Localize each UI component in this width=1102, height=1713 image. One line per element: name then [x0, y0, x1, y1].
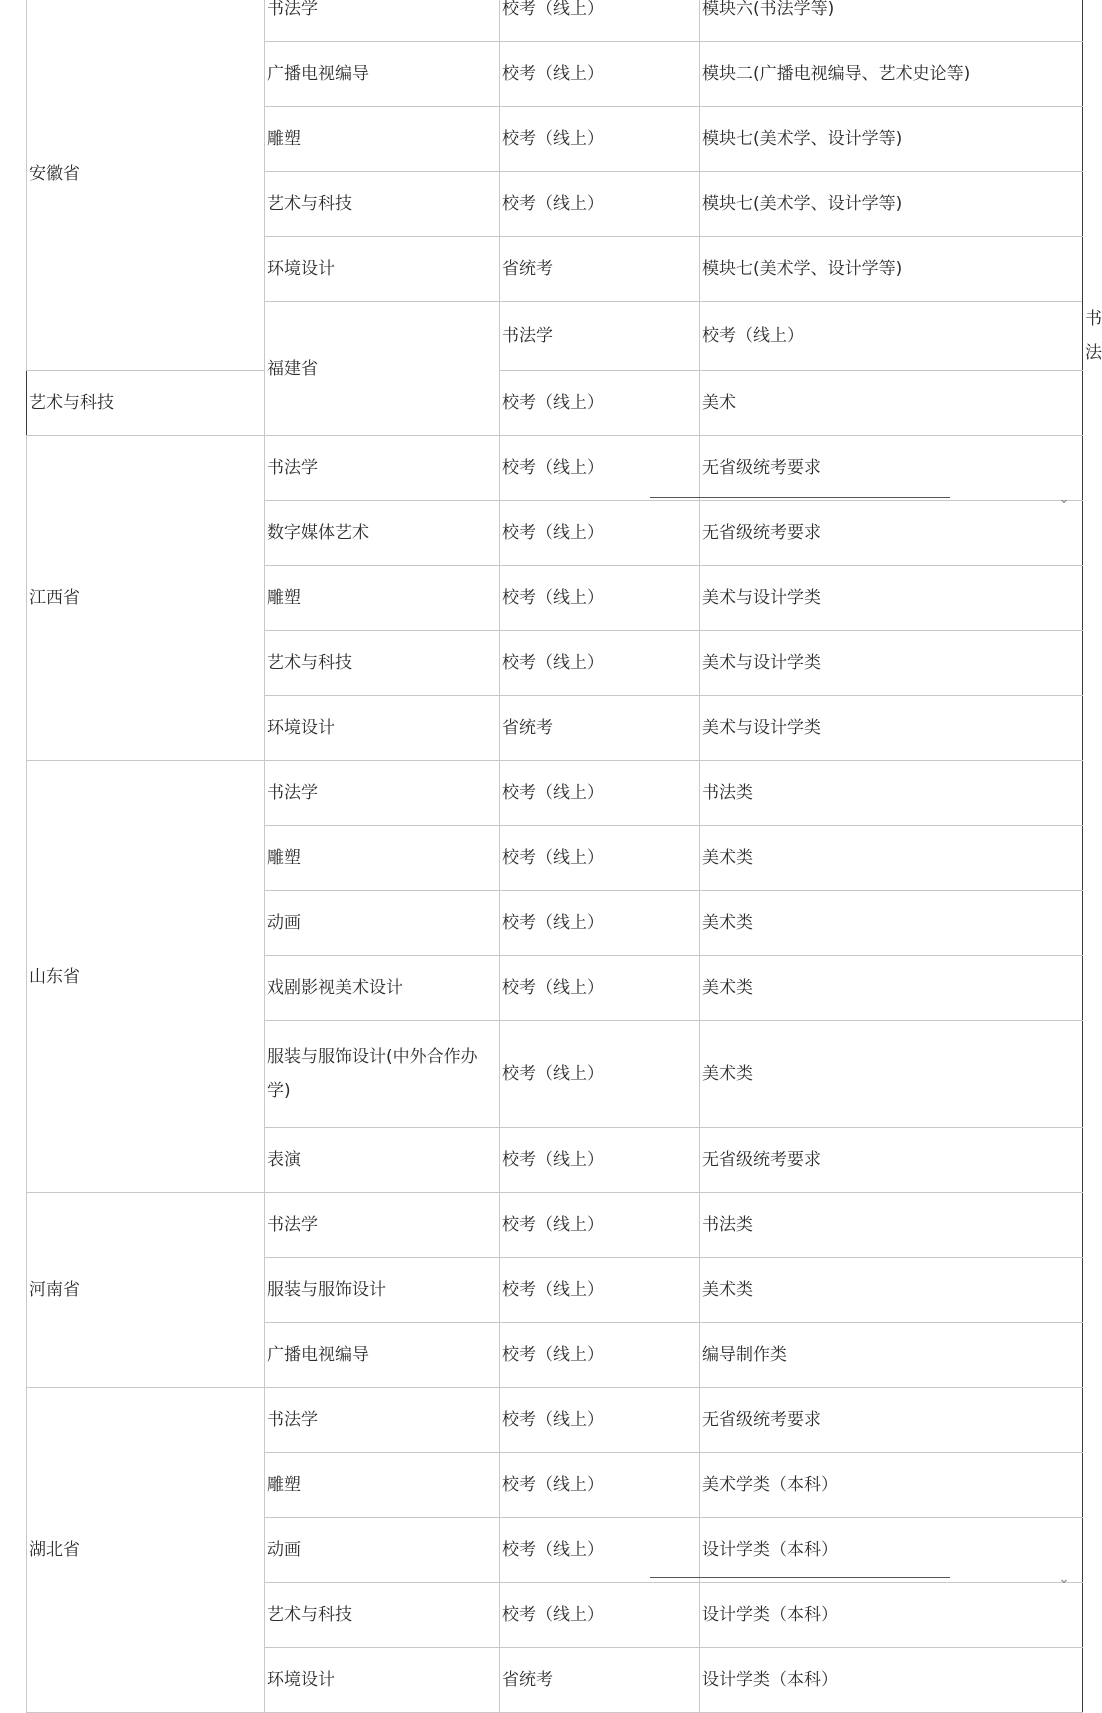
exam-type-cell: 校考（线上）	[500, 1021, 700, 1128]
major-cell: 雕塑	[265, 107, 500, 172]
major-cell: 动画	[265, 1518, 500, 1583]
major-cell: 艺术与科技	[27, 371, 265, 436]
exam-type-cell: 校考（线上）	[500, 761, 700, 826]
table-row: 福建省 书法学 校考（线上） 书法	[27, 302, 1083, 371]
requirement-cell: 美术与设计学类	[700, 631, 1083, 696]
exam-type-cell: 校考（线上）	[500, 1258, 700, 1323]
major-cell: 环境设计	[265, 1648, 500, 1713]
exam-type-cell: 校考（线上）	[500, 631, 700, 696]
requirement-cell: 美术类	[700, 1258, 1083, 1323]
requirement-cell: 美术与设计学类	[700, 566, 1083, 631]
requirement-cell: 模块七(美术学、设计学等)	[700, 107, 1083, 172]
exam-type-cell: 校考（线上）	[500, 0, 700, 42]
major-cell: 动画	[265, 891, 500, 956]
major-cell: 环境设计	[265, 696, 500, 761]
major-cell: 服装与服饰设计	[265, 1258, 500, 1323]
exam-type-cell: 校考（线上）	[500, 1193, 700, 1258]
major-cell: 书法学	[265, 436, 500, 501]
exam-type-cell: 校考（线上）	[500, 42, 700, 107]
exam-type-cell: 校考（线上）	[500, 436, 700, 501]
table-row	[27, 761, 1083, 826]
scroll-indicator-line	[650, 497, 950, 498]
exam-type-cell: 校考（线上）	[500, 826, 700, 891]
exam-type-cell: 校考（线上）	[500, 956, 700, 1021]
table-row	[27, 0, 1083, 42]
major-cell: 戏剧影视美术设计	[265, 956, 500, 1021]
requirement-cell: 设计学类（本科）	[700, 1648, 1083, 1713]
major-cell: 服装与服饰设计(中外合作办学)	[265, 1021, 500, 1128]
requirement-cell: 设计学类（本科）	[700, 1518, 1083, 1583]
requirement-cell: 模块二(广播电视编导、艺术史论等)	[700, 42, 1083, 107]
requirement-cell: 美术与设计学类	[700, 696, 1083, 761]
requirement-cell: 书法类	[700, 1193, 1083, 1258]
province-cell: 江西省	[27, 436, 265, 761]
major-cell: 书法学	[265, 1388, 500, 1453]
requirement-cell: 美术学类（本科）	[700, 1453, 1083, 1518]
exam-type-cell: 校考（线上）	[500, 371, 700, 436]
exam-type-cell: 校考（线上）	[500, 566, 700, 631]
chevron-down-icon[interactable]: ⌄	[1058, 491, 1070, 507]
exam-type-cell: 校考（线上）	[500, 172, 700, 237]
major-cell: 艺术与科技	[265, 1583, 500, 1648]
exam-type-cell: 校考（线上）	[500, 1453, 700, 1518]
major-cell: 数字媒体艺术	[265, 501, 500, 566]
requirement-cell: 美术类	[700, 891, 1083, 956]
exam-type-cell: 校考（线上）	[500, 1323, 700, 1388]
requirement-cell: 美术类	[700, 826, 1083, 891]
province-cell: 河南省	[27, 1193, 265, 1388]
requirement-cell: 模块七(美术学、设计学等)	[700, 237, 1083, 302]
requirement-cell: 设计学类（本科）	[700, 1583, 1083, 1648]
province-cell: 福建省	[265, 302, 500, 436]
chevron-down-icon[interactable]: ⌄	[1058, 1571, 1070, 1587]
admissions-table	[26, 0, 1102, 1713]
table-row	[27, 1193, 1083, 1258]
major-cell: 雕塑	[265, 826, 500, 891]
major-cell: 雕塑	[265, 566, 500, 631]
major-cell: 表演	[265, 1128, 500, 1193]
exam-type-cell: 省统考	[500, 696, 700, 761]
major-cell: 书法学	[500, 302, 700, 371]
province-cell: 山东省	[27, 761, 265, 1193]
province-cell: 湖北省	[27, 1388, 265, 1713]
table-row	[27, 436, 1083, 501]
major-cell: 雕塑	[265, 1453, 500, 1518]
major-cell: 书法学	[265, 1193, 500, 1258]
major-cell: 环境设计	[265, 237, 500, 302]
exam-type-cell: 校考（线上）	[500, 1518, 700, 1583]
major-cell: 书法学	[265, 761, 500, 826]
exam-type-cell: 校考（线上）	[500, 501, 700, 566]
requirement-cell: 无省级统考要求	[700, 1388, 1083, 1453]
major-cell: 书法学	[265, 0, 500, 42]
requirement-cell: 美术类	[700, 956, 1083, 1021]
major-cell: 广播电视编导	[265, 42, 500, 107]
scroll-indicator-line	[650, 1577, 950, 1578]
exam-type-cell: 省统考	[500, 237, 700, 302]
requirement-cell: 编导制作类	[700, 1323, 1083, 1388]
requirement-cell: 模块六(书法学等)	[700, 0, 1083, 42]
requirement-cell: 模块七(美术学、设计学等)	[700, 172, 1083, 237]
requirement-cell: 无省级统考要求	[700, 1128, 1083, 1193]
requirement-cell: 美术	[700, 371, 1083, 436]
exam-type-cell: 省统考	[500, 1648, 700, 1713]
exam-type-cell: 校考（线上）	[500, 891, 700, 956]
exam-type-cell: 校考（线上）	[500, 107, 700, 172]
table-row	[27, 371, 1083, 436]
major-cell: 广播电视编导	[265, 1323, 500, 1388]
major-cell: 艺术与科技	[265, 172, 500, 237]
table-row	[27, 1388, 1083, 1453]
exam-type-cell: 校考（线上）	[500, 1583, 700, 1648]
requirement-cell: 无省级统考要求	[700, 436, 1083, 501]
province-cell: 安徽省	[27, 0, 265, 371]
table-body	[27, 0, 1102, 1713]
requirement-cell: 书法类	[700, 761, 1083, 826]
exam-type-cell: 校考（线上）	[700, 302, 1083, 371]
exam-type-cell: 校考（线上）	[500, 1388, 700, 1453]
requirement-cell: 美术类	[700, 1021, 1083, 1128]
requirement-cell: 无省级统考要求	[700, 501, 1083, 566]
exam-type-cell: 校考（线上）	[500, 1128, 700, 1193]
major-cell: 艺术与科技	[265, 631, 500, 696]
